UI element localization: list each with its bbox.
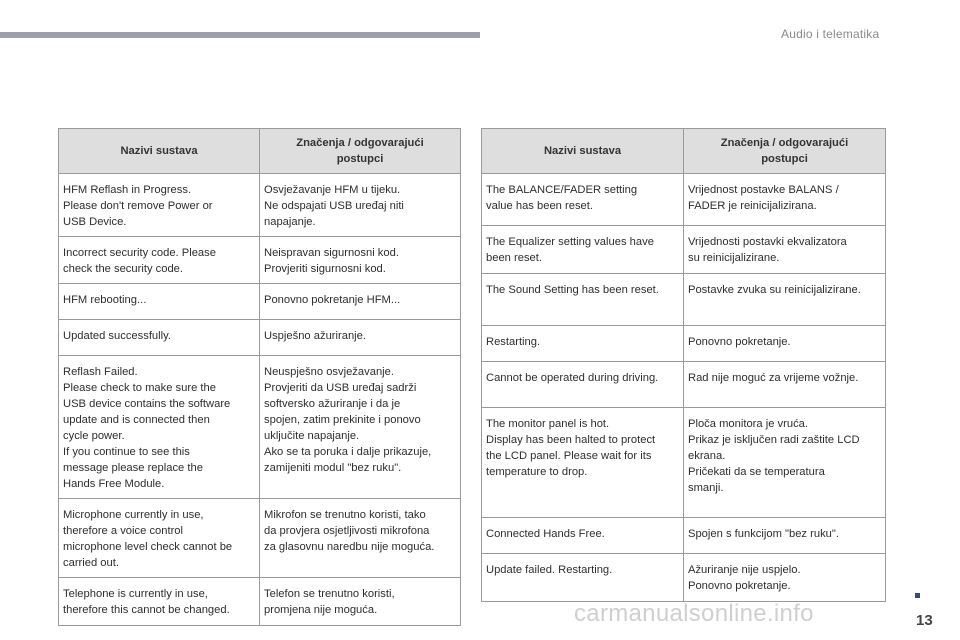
column-header-meaning: Značenja / odgovarajući postupci (684, 129, 886, 174)
message-en: The Sound Setting has been reset. (482, 274, 684, 326)
message-en: The BALANCE/FADER setting value has been reset. (482, 174, 684, 226)
table-row (59, 320, 461, 356)
message-hr: Ponovno pokretanje. (684, 326, 886, 362)
message-en: Update failed. Restarting. (482, 554, 684, 602)
table-row (59, 356, 461, 499)
table-row (482, 174, 886, 226)
message-en: Telephone is currently in use, therefore this cannot be changed. (59, 578, 260, 626)
page-number: 13 (916, 612, 933, 629)
message-hr: Neispravan sigurnosni kod. Provjeriti sigurnosni kod. (260, 237, 461, 284)
message-hr: Ažuriranje nije uspjelo. Ponovno pokretanje. (684, 554, 886, 602)
column-header-meaning: Značenja / odgovarajući postupci (260, 129, 461, 174)
message-hr: Spojen s funkcijom "bez ruku". (684, 518, 886, 554)
message-hr: Ponovno pokretanje HFM... (260, 284, 461, 320)
message-en: Connected Hands Free. (482, 518, 684, 554)
message-en: The monitor panel is hot. Display has been halted to protect the LCD panel. Please wait for its temperature to drop. (482, 408, 684, 518)
table-header-row (59, 129, 461, 174)
message-en: Incorrect security code. Please check the security code. (59, 237, 260, 284)
column-header-system-name: Nazivi sustava (482, 129, 684, 174)
message-hr: Mikrofon se trenutno koristi, tako da provjera osjetljivosti mikrofona za glasovnu naredbu nije moguća. (260, 499, 461, 578)
table-row (482, 226, 886, 274)
message-hr: Vrijednost postavke BALANS / FADER je reinicijalizirana. (684, 174, 886, 226)
table-header-row (482, 129, 886, 174)
chapter-bar (0, 32, 480, 38)
message-en: Cannot be operated during driving. (482, 362, 684, 408)
message-hr: Ploča monitora je vruća. Prikaz je isključen radi zaštite LCD ekrana. Pričekati da se temperatura smanji. (684, 408, 886, 518)
message-en: The Equalizer setting values have been reset. (482, 226, 684, 274)
table-row (482, 326, 886, 362)
message-hr: Vrijednosti postavki ekvalizatora su reinicijalizirane. (684, 226, 886, 274)
table-row (482, 274, 886, 326)
chapter-title: Audio i telematika (781, 27, 880, 41)
messages-table-right (481, 128, 886, 602)
table-row (482, 554, 886, 602)
watermark: carmanualsonline.info (574, 600, 814, 627)
table-row (482, 518, 886, 554)
table-row (59, 237, 461, 284)
messages-table-left (58, 128, 461, 626)
page-marker-square (915, 593, 920, 598)
message-en: HFM rebooting... (59, 284, 260, 320)
message-hr: Osvježavanje HFM u tijeku. Ne odspajati USB uređaj niti napajanje. (260, 174, 461, 237)
message-en: Microphone currently in use, therefore a voice control microphone level check cannot be carried out. (59, 499, 260, 578)
message-hr: Telefon se trenutno koristi, promjena nije moguća. (260, 578, 461, 626)
message-en: Updated successfully. (59, 320, 260, 356)
table-row (59, 578, 461, 626)
table-row (59, 499, 461, 578)
message-en: Restarting. (482, 326, 684, 362)
table-row (59, 174, 461, 237)
message-hr: Postavke zvuka su reinicijalizirane. (684, 274, 886, 326)
message-hr: Neuspješno osvježavanje. Provjeriti da USB uređaj sadrži softversko ažuriranje i da je spojen, zatim prekinite i ponovo uključite napajanje. Ako se ta poruka i dalje prikazuje, zamijeniti modul "bez ruku". (260, 356, 461, 499)
message-en: Reflash Failed. Please check to make sure the USB device contains the software update and is connected then cycle power. If you continue to see this message please replace the Hands Free Module. (59, 356, 260, 499)
table-row (482, 362, 886, 408)
message-hr: Rad nije moguć za vrijeme vožnje. (684, 362, 886, 408)
table-row (59, 284, 461, 320)
table-row (482, 408, 886, 518)
column-header-system-name: Nazivi sustava (59, 129, 260, 174)
message-hr: Uspješno ažuriranje. (260, 320, 461, 356)
message-en: HFM Reflash in Progress. Please don't remove Power or USB Device. (59, 174, 260, 237)
